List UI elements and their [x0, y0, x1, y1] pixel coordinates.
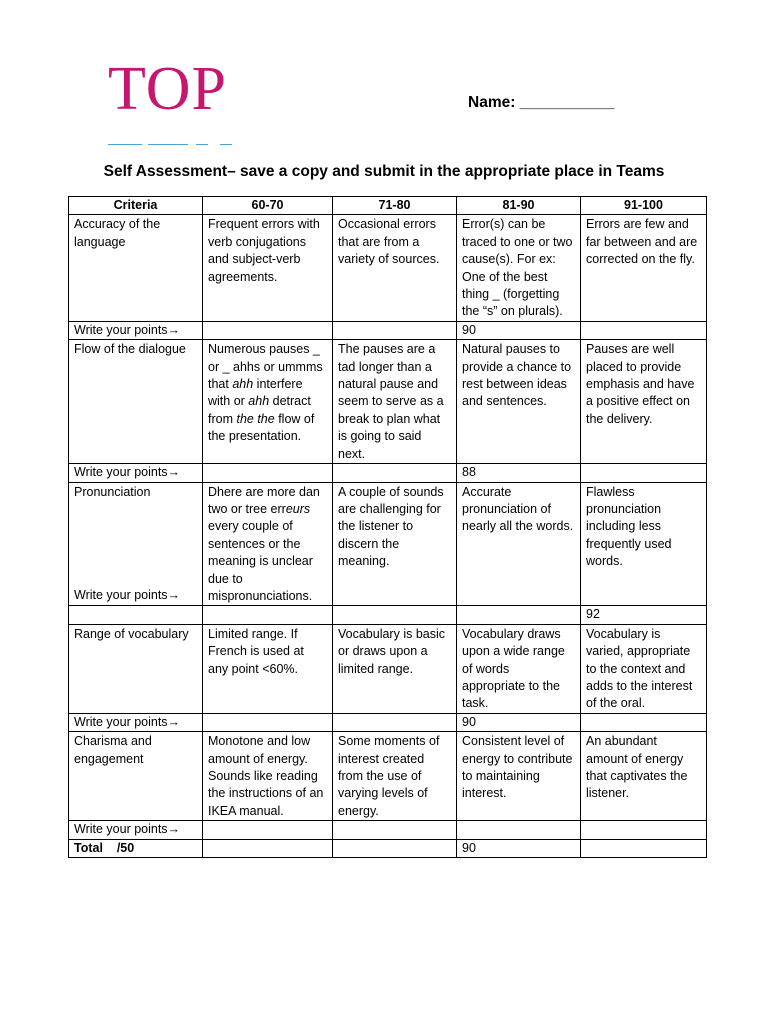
descriptor-cell: Occasional errors that are from a variety of sources. [333, 215, 457, 321]
points-cell[interactable] [457, 606, 581, 624]
table-header-row [69, 197, 707, 215]
logo-underline-decoration [108, 144, 238, 146]
rubric-table [68, 196, 707, 858]
total-label: Total /50 [69, 839, 203, 857]
descriptor-cell: A couple of sounds are challenging for the listener to discern the meaning. [333, 482, 457, 606]
total-cell[interactable]: 90 [457, 839, 581, 857]
points-label: Write your points→ [69, 713, 203, 731]
points-cell[interactable]: 88 [457, 464, 581, 482]
points-cell[interactable] [581, 713, 707, 731]
points-label: Write your points→ [69, 464, 203, 482]
points-cell[interactable] [581, 464, 707, 482]
column-header: Criteria [69, 197, 203, 215]
name-field-label: Name: ___________ [468, 94, 615, 111]
criterion-cell [69, 482, 203, 606]
criterion-cell: Flow of the dialogue [69, 340, 203, 464]
descriptor-cell: Flawless pronunciation including less frequently used words. [581, 482, 707, 606]
descriptor-cell: Frequent errors with verb conjugations and subject-verb agreements. [203, 215, 333, 321]
descriptor-cell: Errors are few and far between and are corrected on the fly. [581, 215, 707, 321]
points-label: Write your points→ [74, 587, 181, 602]
descriptor-cell: Vocabulary is varied, appropriate to the context and adds to the interest of the oral. [581, 624, 707, 713]
points-cell[interactable] [203, 821, 333, 839]
points-cell[interactable] [333, 713, 457, 731]
points-cell[interactable] [581, 821, 707, 839]
points-cell[interactable]: 90 [457, 713, 581, 731]
descriptor-cell: Error(s) can be traced to one or two cause(s). For ex: One of the best thing _ (forgetting the “s” on plurals). [457, 215, 581, 321]
descriptor-cell: Dhere are more dan two or tree erreurs every couple of sentences or the meaning is unclear due to mispronunciations. [203, 482, 333, 606]
descriptor-cell: Accurate pronunciation of nearly all the words. [457, 482, 581, 606]
criterion-cell: Accuracy of the language [69, 215, 203, 321]
points-cell[interactable] [581, 321, 707, 339]
points-cell[interactable] [333, 464, 457, 482]
points-row [69, 713, 707, 731]
descriptor-cell: Limited range. If French is used at any point <60%. [203, 624, 333, 713]
criterion-label: Pronunciation [74, 484, 151, 499]
points-cell [69, 606, 203, 624]
points-cell[interactable] [203, 713, 333, 731]
column-header: 71-80 [333, 197, 457, 215]
points-row [69, 321, 707, 339]
points-label: Write your points→ [69, 321, 203, 339]
page-title: Self Assessment– save a copy and submit in the appropriate place in Teams [103, 163, 665, 180]
column-header: 91-100 [581, 197, 707, 215]
criterion-cell: Range of vocabulary [69, 624, 203, 713]
points-cell[interactable] [333, 821, 457, 839]
points-cell[interactable]: 90 [457, 321, 581, 339]
points-cell[interactable] [333, 606, 457, 624]
descriptor-cell: Some moments of interest created from the use of varying levels of energy. [333, 732, 457, 821]
descriptor-cell: An abundant amount of energy that captivates the listener. [581, 732, 707, 821]
points-cell[interactable] [203, 464, 333, 482]
total-row [69, 839, 707, 857]
table-row [69, 215, 707, 321]
table-row [69, 340, 707, 464]
points-cell[interactable] [333, 321, 457, 339]
total-cell[interactable] [333, 839, 457, 857]
descriptor-cell: Pauses are well placed to provide emphasis and have a positive effect on the delivery. [581, 340, 707, 464]
criterion-cell: Charisma and engagement [69, 732, 203, 821]
descriptor-cell: Monotone and low amount of energy. Sounds like reading the instructions of an IKEA manual. [203, 732, 333, 821]
points-cell[interactable] [203, 321, 333, 339]
logo: TOP [108, 55, 228, 123]
total-cell[interactable] [581, 839, 707, 857]
descriptor-cell: Vocabulary is basic or draws upon a limited range. [333, 624, 457, 713]
total-cell[interactable] [203, 839, 333, 857]
points-cell[interactable] [457, 821, 581, 839]
descriptor-cell: Numerous pauses _ or _ ahhs or ummms that ahh interfere with or ahh detract from the the flow of the presentation. [203, 340, 333, 464]
points-row [69, 606, 707, 624]
points-cell[interactable] [203, 606, 333, 624]
descriptor-cell: The pauses are a tad longer than a natural pause and seem to serve as a break to plan what is going to said next. [333, 340, 457, 464]
points-row [69, 464, 707, 482]
points-cell[interactable]: 92 [581, 606, 707, 624]
column-header: 60-70 [203, 197, 333, 215]
descriptor-cell: Natural pauses to provide a chance to rest between ideas and sentences. [457, 340, 581, 464]
points-label: Write your points→ [69, 821, 203, 839]
table-row [69, 624, 707, 713]
descriptor-cell: Consistent level of energy to contribute to maintaining interest. [457, 732, 581, 821]
table-row [69, 732, 707, 821]
points-row [69, 821, 707, 839]
descriptor-cell: Vocabulary draws upon a wide range of words appropriate to the task. [457, 624, 581, 713]
table-row [69, 482, 707, 606]
column-header: 81-90 [457, 197, 581, 215]
